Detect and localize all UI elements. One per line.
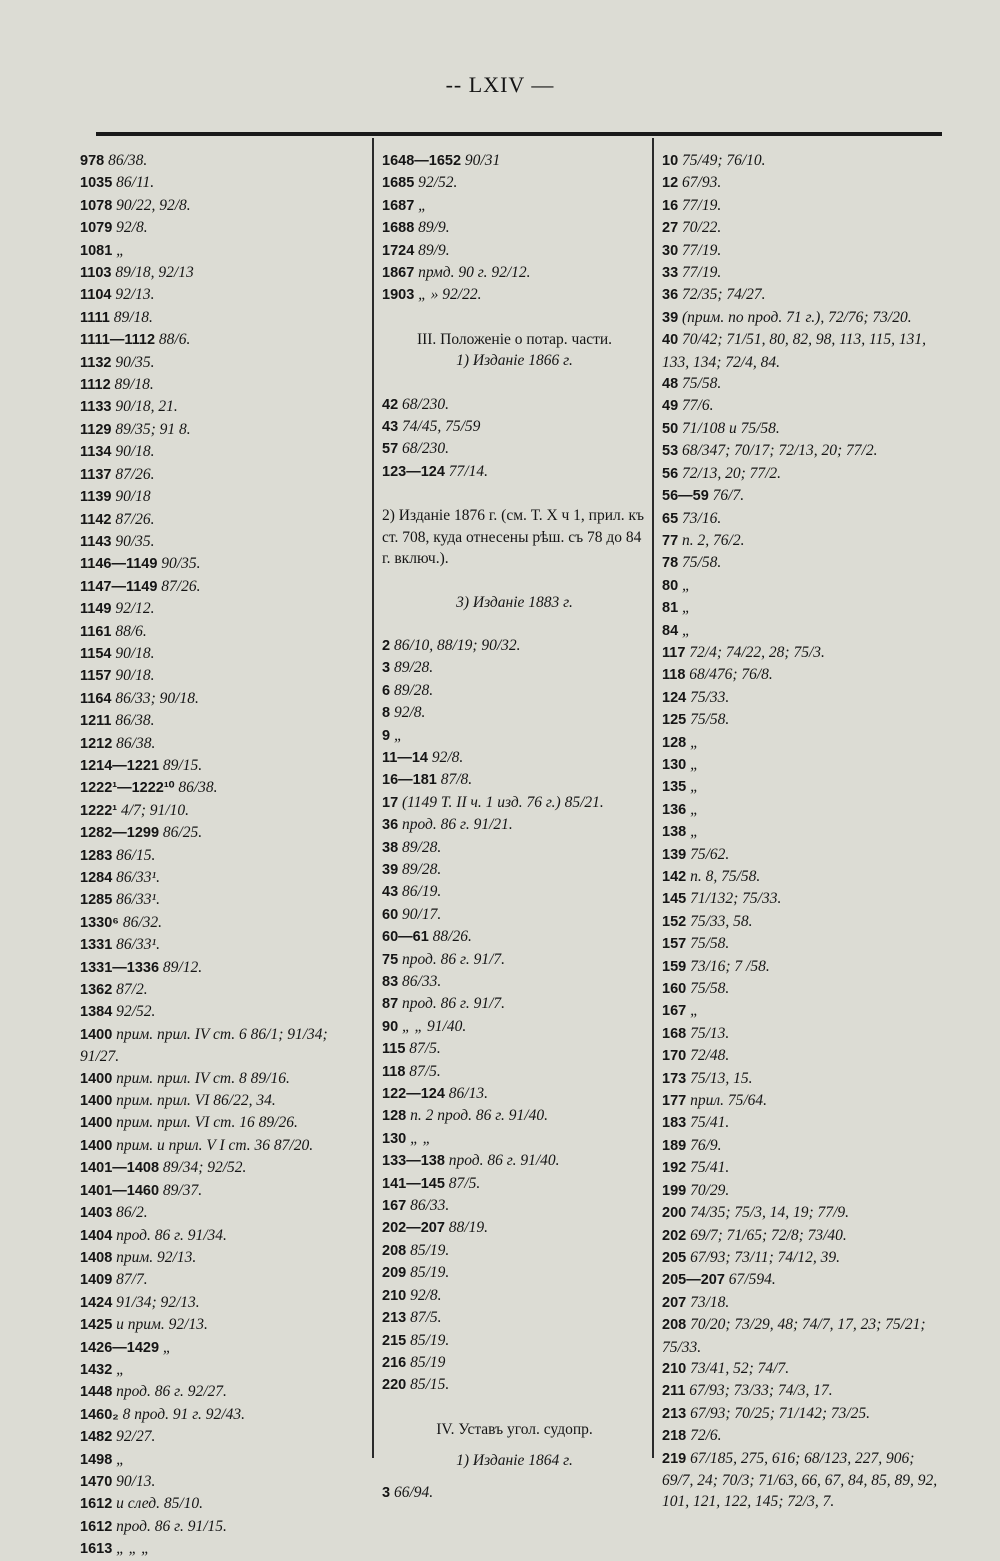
index-entry: 183 75/41. [662, 1114, 730, 1132]
index-entry: 1448 прод. 86 г. 92/27. [80, 1383, 227, 1401]
index-entry: 1211 86/38. [80, 712, 155, 730]
index-entry: 1214—1221 89/15. [80, 756, 203, 774]
index-entry: 220 85/15. [382, 1376, 450, 1394]
index-entry: 9 „ [382, 726, 403, 744]
index-entry: 978 86/38. [80, 152, 148, 169]
index-entry: 1384 92/52. [80, 1003, 156, 1021]
index-entry: 1282—1299 86/25. [80, 824, 203, 842]
index-entry: 1283 86/15. [80, 846, 156, 864]
index-entry: 65 73/16. [662, 509, 722, 527]
index-entry: 1685 92/52. [382, 174, 458, 192]
index-entry: 215 85/19. [382, 1331, 450, 1349]
index-entry: 167 86/33. [382, 1197, 450, 1215]
section-3-title: III. Положеніе о потар. части. [416, 330, 613, 348]
index-entry: 210 73/41, 52; 74/7. [662, 1359, 790, 1377]
index-entry: 128 п. 2 прод. 86 г. 91/40. [382, 1107, 548, 1125]
index-entry: 202—207 88/19. [382, 1219, 488, 1237]
index-entry: 1149 92/12. [80, 600, 155, 618]
index-entry: 192 75/41. [662, 1159, 730, 1177]
index-entry: 138 „ [662, 823, 699, 841]
index-entry: 11—14 92/8. [382, 748, 464, 766]
index-entry: 87 прод. 86 г. 91/7. [382, 995, 506, 1013]
index-entry: 115 87/5. [382, 1040, 441, 1058]
index-entry: 8 92/8. [382, 704, 426, 722]
index-entry: 1331—1336 89/12. [80, 958, 203, 976]
index-entry: 1157 90/18. [80, 667, 155, 685]
index-entry: 53 68/347; 70/17; 72/13, 20; 77/2. [662, 442, 878, 460]
index-entry: 60 90/17. [382, 905, 442, 923]
index-column-1 [80, 150, 365, 1561]
index-entry: 33 77/19. [662, 264, 722, 282]
index-entry: 173 75/13, 15. [662, 1069, 753, 1087]
index-entry: 136 „ [662, 800, 699, 818]
index-entry: 167 „ [662, 1002, 699, 1020]
index-entry: 1362 87/2. [80, 981, 148, 999]
index-entry: 81 „ [662, 599, 691, 617]
index-entry: 1284 86/33¹. [80, 869, 160, 886]
index-entry: 83 86/33. [382, 973, 442, 990]
col2-top-entries [382, 150, 647, 307]
index-entry: 50 71/108 и 75/58. [662, 419, 780, 437]
index-entry: 1409 87/7. [80, 1271, 148, 1289]
index-entry: 1111—1112 88/6. [80, 331, 191, 349]
index-entry: 202 69/7; 71/65; 72/8; 73/40. [662, 1226, 847, 1244]
index-entry: 6 89/28. [382, 681, 434, 699]
index-entry: 3 89/28. [382, 659, 434, 677]
index-entry: 130 „ [662, 755, 699, 773]
index-entry: 1137 87/26. [80, 465, 155, 483]
index-entry: 36 прод. 86 г. 91/21. [382, 816, 513, 834]
index-entry: 84 „ [662, 621, 691, 639]
index-entry: 152 75/33, 58. [662, 912, 753, 930]
index-entry: 160 75/58. [662, 980, 730, 998]
index-entry: 40 70/42; 71/51, 80, 82, 98, 113, 115, 131, 133, 134; 72/4, 84. [662, 331, 926, 371]
index-entry: 159 73/16; 7 /58. [662, 957, 770, 975]
index-entry: 1408 прим. 92/13. [80, 1248, 197, 1266]
index-entry: 3 66/94. [382, 1483, 434, 1501]
index-entry: 189 76/9. [662, 1136, 722, 1154]
section-4-title: IV. Уставъ угол. судопр. [436, 1420, 593, 1438]
index-entry: 1078 90/22, 92/8. [80, 196, 191, 214]
index-entry: 1612 прод. 86 г. 91/15. [80, 1517, 227, 1535]
index-entry: 1142 87/26. [80, 510, 155, 528]
index-entry: 168 75/13. [662, 1024, 730, 1042]
index-entry: 1330⁶ 86/32. [80, 913, 162, 931]
index-entry: 1146—1149 90/35. [80, 555, 201, 573]
index-entry: 17 (1149 Т. II ч. 1 изд. 76 г.) 85/21. [382, 793, 604, 811]
index-entry: 177 прил. 75/64. [662, 1092, 768, 1110]
index-entry: 135 „ [662, 778, 699, 796]
index-entry: 1400 прим. прил. VI 86/22, 34. [80, 1092, 276, 1110]
index-entry: 213 87/5. [382, 1309, 442, 1327]
section-3-edition-1-entries [382, 394, 647, 484]
index-entry: 130 „ „ [382, 1129, 432, 1147]
index-entry: 125 75/58. [662, 711, 730, 729]
index-entry: 30 77/19. [662, 241, 722, 259]
index-entry: 1687 „ [382, 196, 427, 214]
index-entry: 128 „ [662, 733, 699, 751]
index-entry: 43 74/45, 75/59 [382, 418, 481, 436]
index-entry: 1400 прим. прил. IV ст. 8 89/16. [80, 1069, 290, 1087]
column-divider-1 [372, 138, 374, 1458]
index-entry: 1401—1460 89/37. [80, 1181, 203, 1199]
index-entry: 1112 89/18. [80, 376, 154, 394]
index-entry: 199 70/29. [662, 1181, 730, 1199]
section-3-edition-1: 1) Изданіе 1866 г. [456, 352, 573, 370]
index-entry: 16 77/19. [662, 196, 722, 214]
index-entry: 1129 89/35; 91 8. [80, 420, 191, 438]
index-entry: 1400 прим. прил. IV ст. 6 86/1; 91/34; 91/27. [80, 1025, 328, 1066]
index-entry: 123—124 77/14. [382, 462, 488, 480]
index-entry: 90 „ „ 91/40. [382, 1017, 467, 1035]
index-entry: 1426—1429 „ [80, 1338, 172, 1356]
index-entry: 117 72/4; 74/22, 28; 75/3. [662, 643, 825, 661]
index-entry: 133—138 прод. 86 г. 91/40. [382, 1152, 560, 1170]
index-entry: 16—181 87/8. [382, 771, 473, 789]
index-entry: 213 67/93; 70/25; 71/142; 73/25. [662, 1404, 871, 1422]
index-entry: 1470 90/13. [80, 1472, 156, 1490]
index-entry: 1035 86/11. [80, 174, 155, 192]
index-entry: 1401—1408 89/34; 92/52. [80, 1159, 247, 1177]
index-entry: 1079 92/8. [80, 219, 148, 237]
index-entry: 56 72/13, 20; 77/2. [662, 464, 782, 482]
index-entry: 1648—1652 90/31 [382, 152, 501, 169]
index-entry: 49 77/6. [662, 397, 714, 415]
index-entry: 10 75/49; 76/10. [662, 152, 766, 169]
index-entry: 36 72/35; 74/27. [662, 286, 766, 304]
index-entry: 145 71/132; 75/33. [662, 890, 782, 908]
index-entry: 219 67/185, 275, 616; 68/123, 227, 906; 69/7, 24; 70/3; 71/63, 66, 67, 84, 85, 89, 92, 101, 121, 122, 145; 72/3, 7. [662, 1449, 938, 1511]
index-entry: 77 п. 2, 76/2. [662, 531, 745, 549]
index-entry: 205—207 67/594. [662, 1271, 776, 1289]
index-entry: 1111 89/18. [80, 308, 153, 326]
index-column-2 [382, 150, 647, 1504]
index-entry: 1400 прим. и прил. V I ст. 36 87/20. [80, 1136, 314, 1154]
index-entry: 48 75/58. [662, 375, 722, 393]
index-entry: 1134 90/18. [80, 443, 155, 461]
index-entry: 1132 90/35. [80, 353, 155, 371]
index-entry: 1103 89/18, 92/13 [80, 264, 194, 282]
index-entry: 139 75/62. [662, 845, 730, 863]
index-entry: 210 92/8. [382, 1286, 442, 1304]
section-3-edition-3: 3) Изданіе 1883 г. [456, 593, 573, 611]
index-entry: 1143 90/35. [80, 532, 155, 550]
index-entry: 1212 86/38. [80, 734, 156, 752]
index-entry: 118 68/476; 76/8. [662, 666, 773, 684]
index-entry: 75 прод. 86 г. 91/7. [382, 950, 506, 968]
index-entry: 1331 86/33¹. [80, 936, 160, 954]
index-entry: 80 „ [662, 576, 691, 594]
index-entry: 1222¹—1222¹⁰ 86/38. [80, 779, 218, 797]
index-entry: 60—61 88/26. [382, 928, 472, 946]
index-entry: 211 67/93; 73/33; 74/3, 17. [662, 1382, 833, 1400]
index-entry: 1404 прод. 86 г. 91/34. [80, 1226, 227, 1244]
index-entry: 141—145 87/5. [382, 1174, 481, 1192]
index-entry: 1424 91/34; 92/13. [80, 1293, 200, 1311]
index-entry: 209 85/19. [382, 1264, 450, 1282]
index-entry: 1403 86/2. [80, 1204, 148, 1222]
section-4-edition-1: 1) Изданіе 1864 г. [456, 1452, 573, 1470]
index-entry: 118 87/5. [382, 1062, 441, 1080]
index-entry: 43 86/19. [382, 883, 442, 901]
index-entry: 208 85/19. [382, 1241, 450, 1259]
index-entry: 208 70/20; 73/29, 48; 74/7, 17, 23; 75/21; 75/33. [662, 1316, 926, 1356]
index-entry: 1147—1149 87/26. [80, 577, 201, 595]
index-entry: 1222¹ 4/7; 91/10. [80, 801, 189, 819]
index-entry: 42 68/230. [382, 395, 449, 413]
index-entry: 1139 90/18 [80, 488, 151, 506]
index-entry: 1154 90/18. [80, 644, 155, 662]
index-entry: 1482 92/27. [80, 1428, 156, 1446]
index-entry: 216 85/19 [382, 1353, 446, 1371]
index-entry: 57 68/230. [382, 440, 449, 458]
index-entry: 1688 89/9. [382, 219, 450, 237]
section-3-edition-2: 2) Изданіе 1876 г. (см. Т. X ч 1, прил. къ ст. 708, куда отнесены рѣш. съ 78 до 84 г. включ.). [382, 507, 645, 568]
index-entry: 78 75/58. [662, 554, 722, 572]
index-entry: 124 75/33. [662, 688, 730, 706]
index-entry: 205 67/93; 73/11; 74/12, 39. [662, 1248, 841, 1266]
index-entry: 142 п. 8, 75/58. [662, 868, 761, 885]
index-entry: 12 67/93. [662, 174, 722, 192]
index-entry: 207 73/18. [662, 1293, 730, 1311]
section-3-edition-3-entries [382, 635, 647, 1397]
index-entry: 122—124 86/13. [382, 1085, 488, 1103]
index-entry: 1285 86/33¹. [80, 891, 160, 909]
index-entry: 1432 „ [80, 1360, 125, 1378]
index-column-3 [662, 150, 944, 1513]
index-entry: 170 72/48. [662, 1047, 730, 1065]
index-entry: 157 75/58. [662, 935, 730, 953]
page-number: -- LXIV — [445, 72, 555, 97]
index-entry: 1164 86/33; 90/18. [80, 689, 199, 707]
index-entry: 218 72/6. [662, 1427, 722, 1445]
index-entry: 1400 прим. прил. VI ст. 16 89/26. [80, 1114, 298, 1132]
index-entry: 2 86/10, 88/19; 90/32. [382, 636, 521, 654]
column-divider-2 [652, 138, 654, 1458]
index-entry: 56—59 76/7. [662, 487, 745, 505]
index-entry: 1104 92/13. [80, 286, 155, 304]
index-entry: 1460₂ 8 прод. 91 г. 92/43. [80, 1405, 245, 1423]
index-entry: 1161 88/6. [80, 622, 147, 640]
index-entry: 1425 и прим. 92/13. [80, 1316, 208, 1334]
index-entry: 1724 89/9. [382, 241, 450, 259]
index-entry: 1133 90/18, 21. [80, 398, 178, 416]
index-entry: 200 74/35; 75/3, 14, 19; 77/9. [662, 1204, 849, 1222]
index-entry: 1498 „ [80, 1450, 125, 1468]
header-rule [96, 132, 942, 136]
section-4-entries [382, 1482, 647, 1504]
index-entry: 1613 „ „ „ [80, 1540, 150, 1558]
index-entry: 1612 и след. 85/10. [80, 1495, 204, 1513]
index-entry: 1081 „ [80, 241, 125, 259]
index-entry: 1867 прмд. 90 г. 92/12. [382, 264, 531, 282]
index-entry: 1903 „ » 92/22. [382, 286, 482, 304]
index-entry: 39 89/28. [382, 860, 442, 878]
index-entry: 38 89/28. [382, 838, 442, 856]
index-entry: 39 (прим. по прод. 71 г.), 72/76; 73/20. [662, 308, 912, 326]
index-entry: 27 70/22. [662, 219, 722, 237]
